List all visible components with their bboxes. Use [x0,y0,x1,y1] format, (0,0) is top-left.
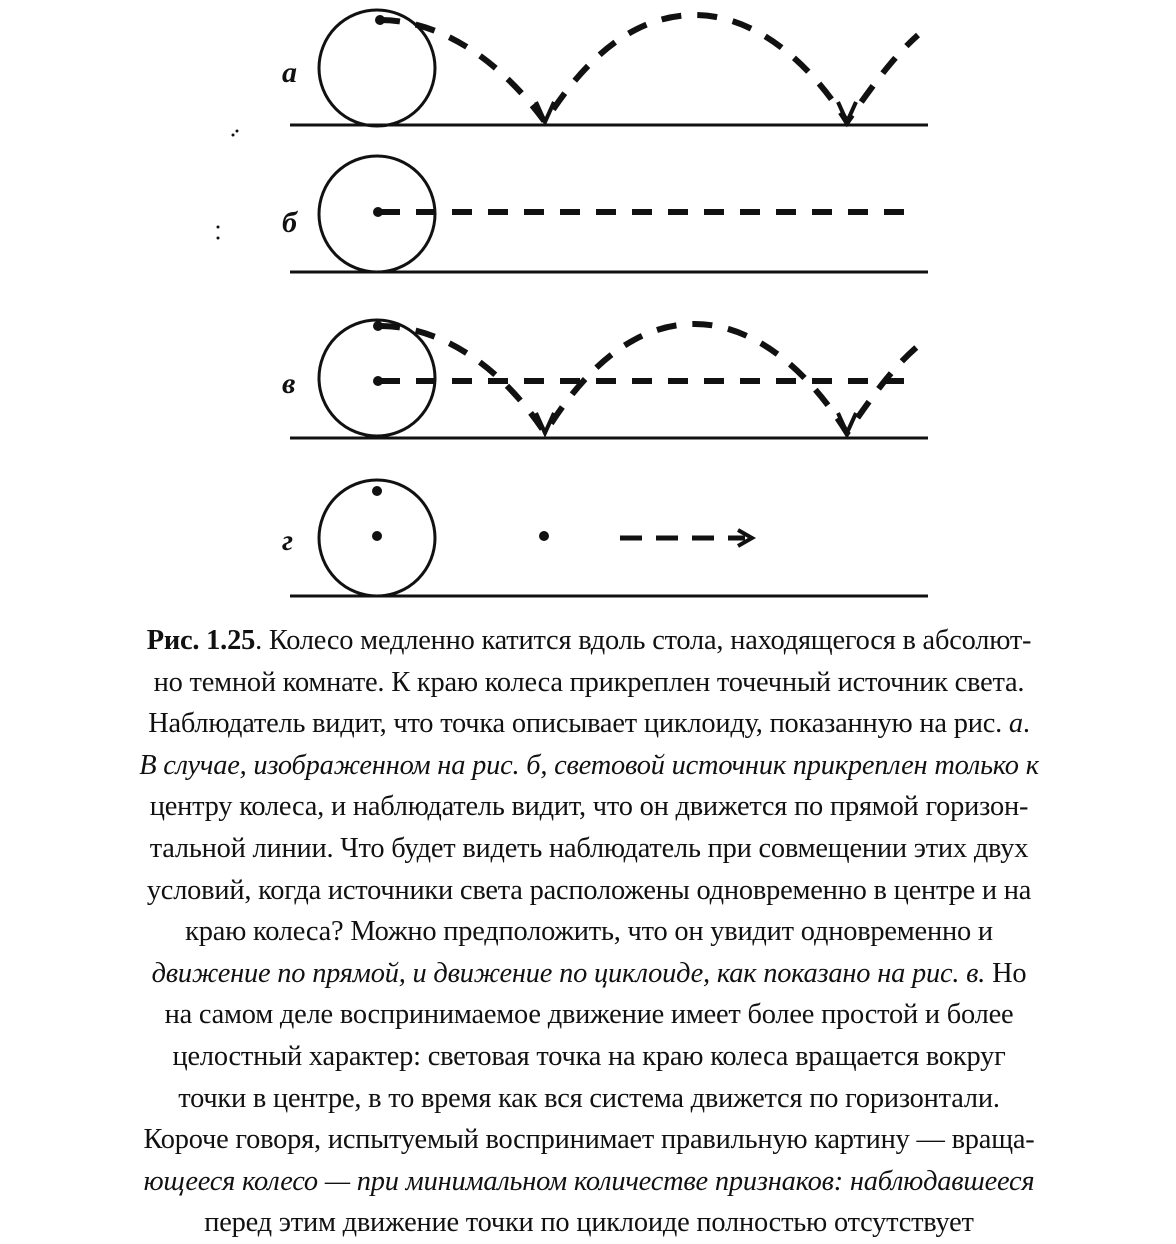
caption-line: точки в центре, в то время как вся система движется по горизонтали. [178,1082,1000,1114]
wheel-diagram [0,0,1176,612]
scan-speck [236,130,239,133]
caption-line: целостный характер: световая точка на краю колеса вращается вокруг [172,1040,1006,1072]
panel-label-a: а [282,56,297,89]
cusp-arrow [838,102,856,122]
scan-speck [217,226,220,229]
panel-b [290,156,928,272]
caption-line: В случае, изображенном на рис. б, световой источник прикреплен только к [139,749,1039,781]
caption-line: Наблюдатель видит, что точка описывает циклоиду, показанную на рис. а. [148,708,1030,740]
caption-lead: Рис. 1.25 [146,625,256,656]
panel-a [290,10,928,126]
center-light-point [373,207,383,217]
center-light-point [373,376,383,386]
caption-line: перед этим движение точки по циклоиде полностью отсутствует [204,1207,974,1239]
caption-line: но темной комнате. К краю колеса прикреплен точечный источник света. [153,666,1025,698]
panel-label-b: б [282,206,297,239]
caption-line: тальной линии. Что будет видеть наблюдатель при совмещении этих двух [149,832,1029,864]
scan-speck [217,237,220,240]
caption-line: краю колеса? Можно предположить, что он увидит одновременно и [185,916,993,948]
rim-light-point [373,321,383,331]
cusp-arrow [536,102,554,122]
scan-speck [232,134,235,137]
cusp-arrow [838,413,856,433]
center-light-point [372,531,382,541]
figure-1-25 [0,0,1176,612]
cusp-arrow [536,413,554,433]
caption-line: Короче говоря, испытуемый воспринимает правильную картину — враща- [143,1124,1035,1156]
caption-line: Рис. 1.25. Колесо медленно катится вдоль стола, находящегося в абсолют- [146,625,1032,656]
caption-line: на самом деле воспринимаемое движение имеет более простой и более [164,999,1014,1031]
rim-light-point [375,15,385,25]
panel-label-v: в [282,367,296,400]
caption-line: условий, когда источники света расположены одновременно в центре и на [146,874,1032,906]
rim-light-point [372,486,382,496]
caption-line: ющееся колесо — при минимальном количестве признаков: наблюдавшееся [143,1165,1035,1197]
caption-line: движение по прямой, и движение по циклоиде, как показано на рис. в. Но [151,957,1027,989]
panel-v [290,320,928,438]
panel-g [290,480,928,596]
cycloid-path [380,15,918,122]
figure-caption [14,620,1164,1244]
panel-label-g: г [282,524,294,557]
caption-line: центру колеса, и наблюдатель видит, что он движется по прямой горизон- [149,791,1029,823]
moving-point [539,531,549,541]
